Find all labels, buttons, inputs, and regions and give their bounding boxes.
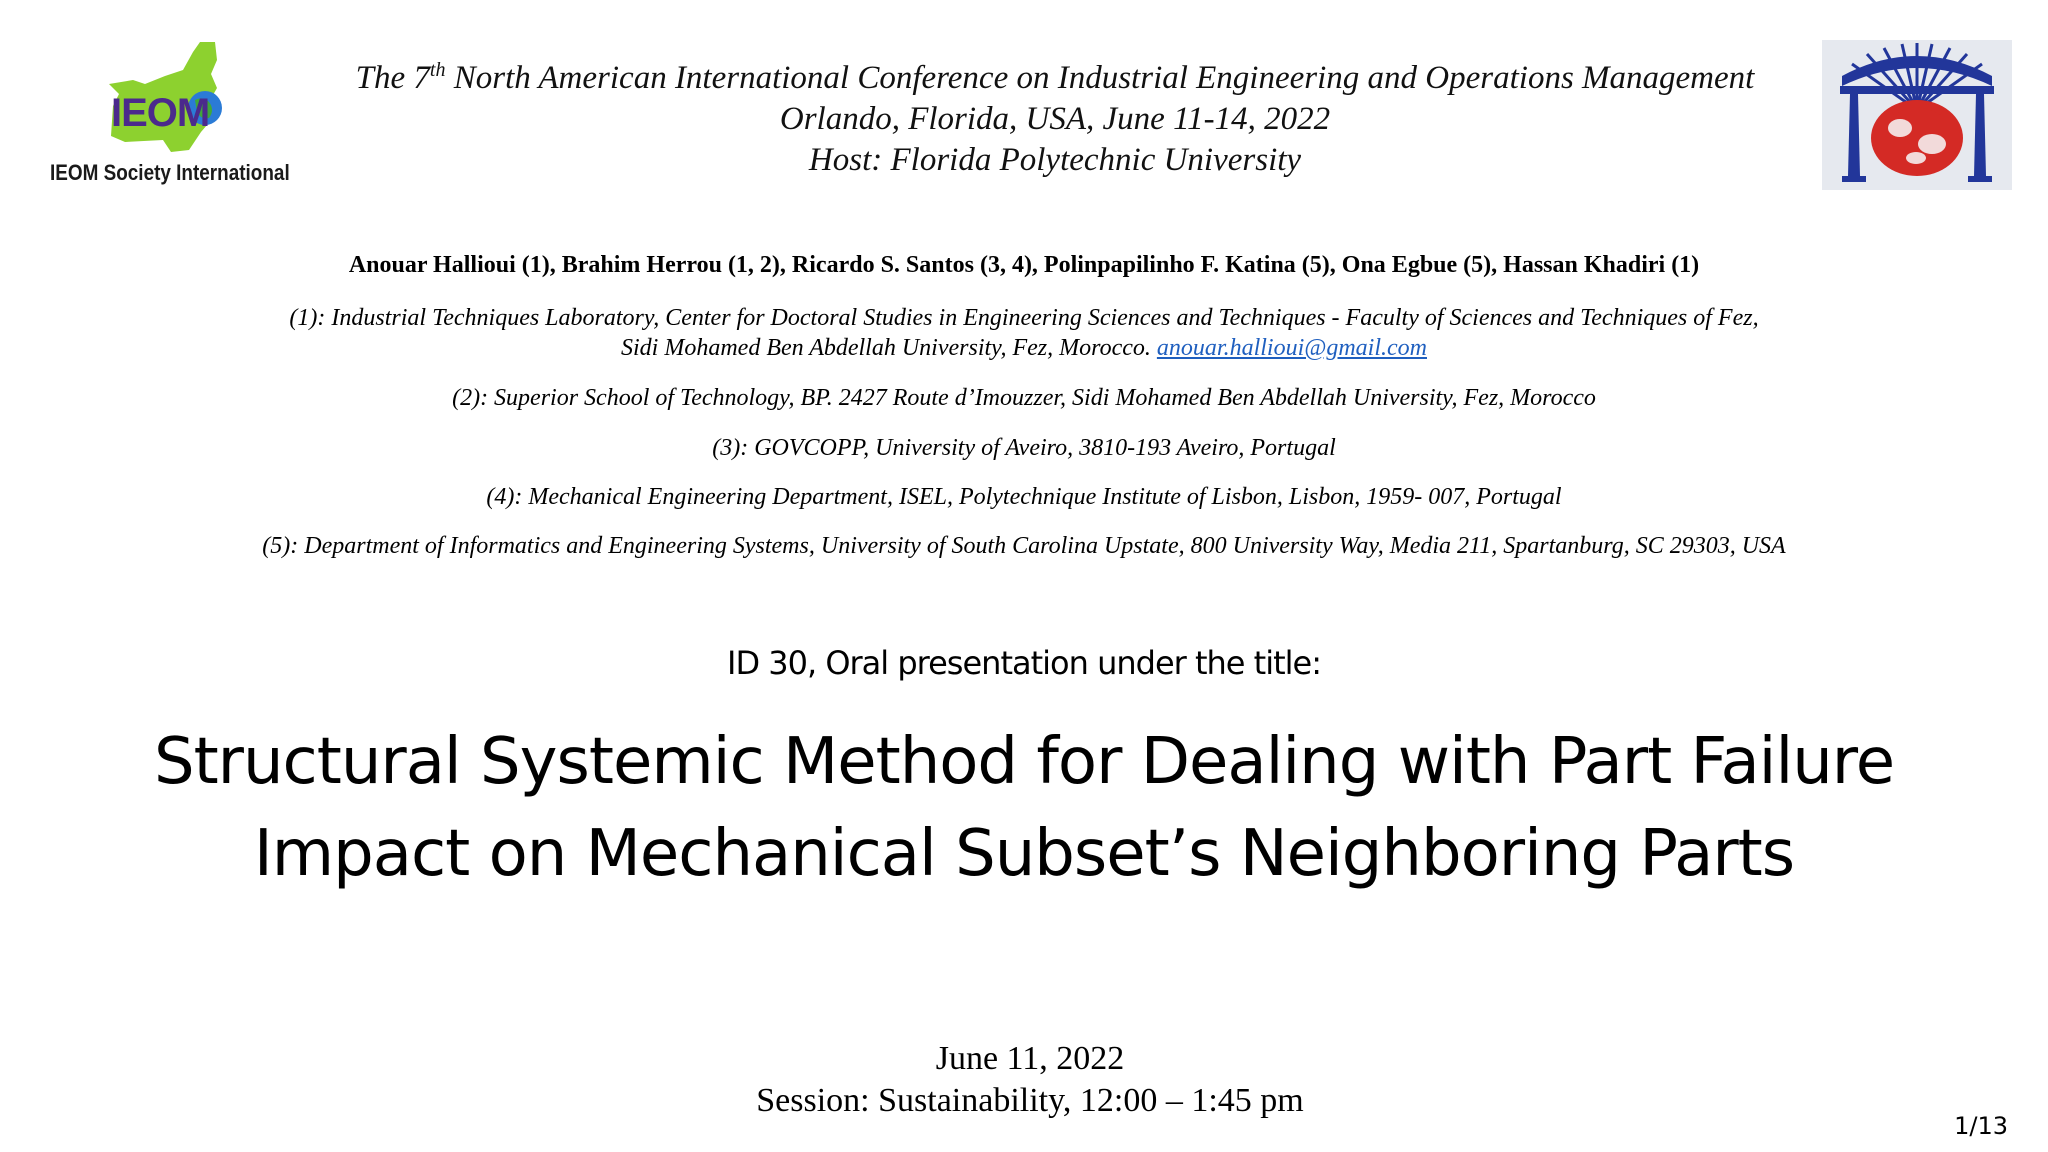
- conference-title-rest: North American International Conference on Industrial Engineering and Operations Management: [445, 60, 1755, 96]
- ieom-mark-text: IEOM: [111, 91, 210, 135]
- affiliation-3: (3): GOVCOPP, University of Aveiro, 3810-193 Aveiro, Portugal: [712, 435, 1336, 461]
- presentation-title-line-2: Impact on Mechanical Subset’s Neighboring Parts: [253, 817, 1795, 891]
- conference-location-date: Orlando, Florida, USA, June 11-14, 2022: [779, 101, 1331, 137]
- conference-ordinal-suffix: th: [429, 59, 446, 81]
- session-name-time: Session: Sustainability, 12:00 – 1:45 pm: [756, 1082, 1304, 1119]
- presentation-id-line: ID 30, Oral presentation under the title:: [727, 644, 1321, 682]
- affiliation-2: (2): Superior School of Technology, BP. 2427 Route d’Imouzzer, Sidi Mohamed Ben Abdellah University, Fez, Morocco: [452, 385, 1596, 411]
- affiliation-1-line-1: (1): Industrial Techniques Laboratory, Center for Doctoral Studies in Engineering Sciences and Techniques - Faculty of Sciences and Techniques of Fez,: [289, 305, 1759, 331]
- conference-title-prefix: The 7: [355, 60, 430, 96]
- ieom-caption: IEOM Society International: [50, 160, 290, 185]
- ieom-logo: [50, 40, 290, 190]
- presentation-title: [0, 716, 2048, 900]
- session-info: [0, 1038, 2048, 1122]
- university-logo: [1822, 40, 2012, 190]
- author-email-link[interactable]: anouar.hallioui@gmail.com: [1156, 335, 1427, 361]
- affiliation-1-line-2: Sidi Mohamed Ben Abdellah University, Fez, Morocco.: [621, 335, 1157, 361]
- university-emblem-icon: [1822, 40, 2012, 190]
- conference-title: [300, 50, 1810, 99]
- session-date: June 11, 2022: [935, 1040, 1125, 1077]
- affiliation-5: (5): Department of Informatics and Engineering Systems, University of South Carolina Upstate, 800 University Way, Media 211, Spartanburg, SC 29303, USA: [262, 533, 1786, 559]
- authors-line: Anouar Hallioui (1), Brahim Herrou (1, 2), Ricardo S. Santos (3, 4), Polinpapilinho F. Katina (5), Ona Egbue (5), Hassan Khadiri (1): [348, 252, 1700, 278]
- presentation-title-line-1: Structural Systemic Method for Dealing with Part Failure: [153, 725, 1895, 799]
- affiliation-1: [0, 303, 2048, 363]
- slide-page-number: 1/13: [1954, 1112, 2008, 1140]
- conference-header: [300, 50, 1810, 181]
- affiliation-4: (4): Mechanical Engineering Department, ISEL, Polytechnique Institute of Lisbon, Lisbon, 1959- 007, Portugal: [486, 484, 1562, 510]
- conference-host: Host: Florida Polytechnic University: [808, 142, 1302, 178]
